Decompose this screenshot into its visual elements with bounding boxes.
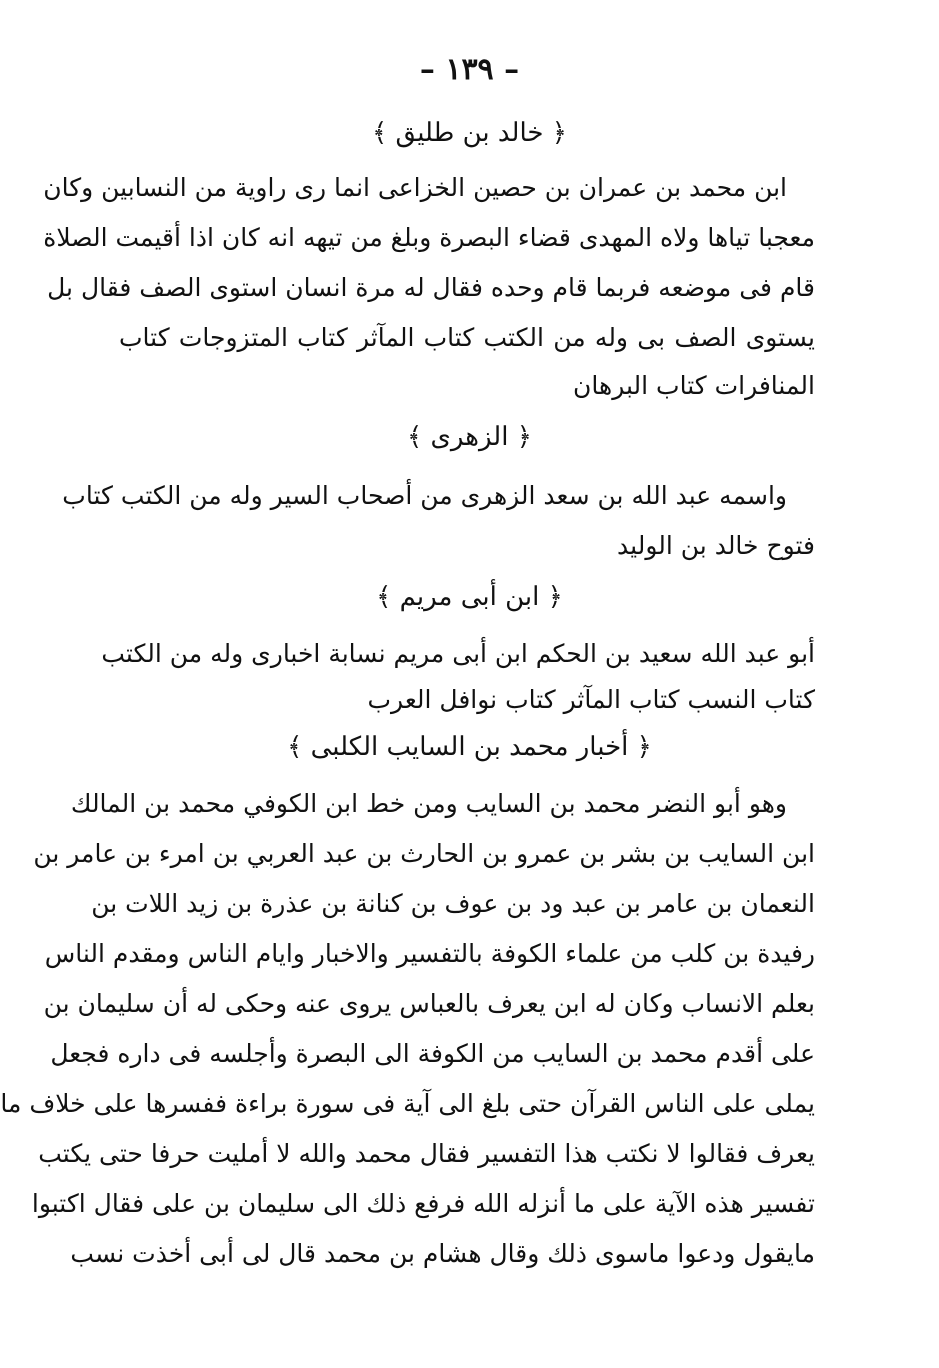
section-heading-khalid-ibn-taliq: ﴿ خالد بن طليق ﴾ — [372, 118, 567, 148]
paragraph-line: معجبا تياها ولاه المهدى قضاء البصرة وبلغ من تيهه انه كان اذا أقيمت الصلاة — [43, 223, 815, 252]
paragraph-line: المنافرات كتاب البرهان — [573, 371, 815, 400]
paragraph-line: ابن محمد بن عمران بن حصين الخزاعى انما رى راوية من النسابين وكان — [43, 173, 787, 202]
paragraph-line: رفيدة بن كلب من علماء الكوفة بالتفسير والاخبار وايام الناس ومقدم الناس — [44, 939, 815, 968]
paragraph-line: فتوح خالد بن الوليد — [617, 531, 815, 560]
paragraph-line: تفسير هذه الآية على ما أنزله الله فرفع ذلك الى سليمان بن على فقال اكتبوا — [31, 1189, 815, 1218]
paragraph-line: أبو عبد الله سعيد بن الحكم ابن أبى مريم نسابة اخبارى وله من الكتب — [101, 639, 815, 668]
page-number: – ١٣٩ – — [419, 52, 520, 87]
paragraph-line: بعلم الانساب وكان له ابن يعرف بالعباس يروى عنه وحكى له أن سليمان بن — [43, 989, 815, 1018]
paragraph-line: على أقدم محمد بن السايب من الكوفة الى البصرة وأجلسه فى داره فجعل — [50, 1039, 815, 1068]
paragraph-line: واسمه عبد الله بن سعد الزهرى من أصحاب السير وله من الكتب كتاب — [62, 481, 787, 510]
section-heading-al-zuhri: ﴿ الزهرى ﴾ — [407, 422, 532, 452]
section-heading-muhammad-ibn-al-sayib-al-kalbi: ﴿ أخبار محمد بن السايب الكلبى ﴾ — [287, 732, 652, 762]
paragraph-line: يعرف فقالوا لا نكتب هذا التفسير فقال محمد والله لا أمليت حرفا حتى يكتب — [38, 1139, 815, 1168]
paragraph-line: يملى على الناس القرآن حتى بلغ الى آية فى سورة براءة ففسرها على خلاف ما — [0, 1089, 815, 1118]
paragraph-line: يستوى الصف بى وله من الكتب كتاب المآثر كتاب المتزوجات كتاب — [119, 323, 815, 352]
paragraph-line: قام فى موضعه فربما قام وحده فقال له مرة انسان استوى الصف فقال بل — [47, 273, 815, 302]
section-heading-ibn-abi-maryam: ﴿ ابن أبى مريم ﴾ — [376, 582, 563, 612]
paragraph-line: النعمان بن عامر بن عبد ود بن عوف بن كنانة بن عذرة بن زيد اللات بن — [91, 889, 815, 918]
paragraph-line: كتاب النسب كتاب المآثر كتاب نوافل العرب — [367, 685, 815, 714]
paragraph-line: ابن السايب بن بشر بن عمرو بن الحارث بن عبد العربي بن امرء بن عامر بن — [33, 839, 815, 868]
paragraph-line: وهو أبو النضر محمد بن السايب ومن خط ابن الكوفي محمد بن المالك — [70, 789, 787, 818]
paragraph-line: مايقول ودعوا ماسوى ذلك وقال هشام بن محمد قال لى أبى أخذت نسب — [70, 1239, 815, 1268]
